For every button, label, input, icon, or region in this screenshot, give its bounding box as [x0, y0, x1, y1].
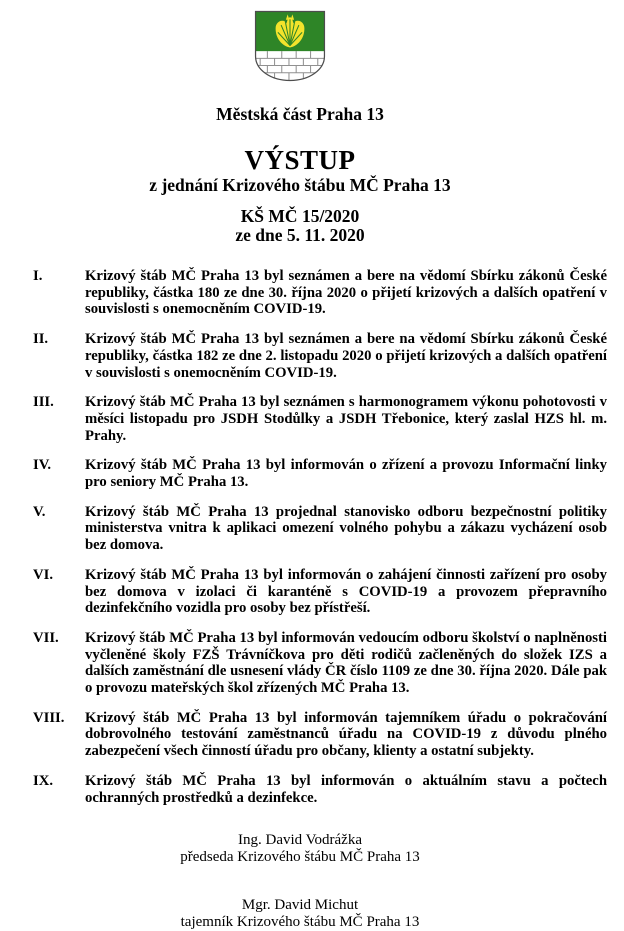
signatory-name: Mgr. David Michut [241, 897, 359, 914]
list-item [33, 331, 607, 381]
signatory-role: tajemník Krizového štábu MČ Praha 13 [180, 914, 420, 931]
item-text: Krizový štáb MČ Praha 13 byl informován o zahájení činnosti zařízení pro osoby bez domova v izolaci či karanténě s COVID-19 a provozem přepravního dezinfekčního vozidla pro osoby bez přístřeší. [85, 566, 607, 617]
item-numeral: VII. [33, 629, 59, 646]
item-numeral: V. [33, 503, 46, 520]
item-text: Krizový štáb MČ Praha 13 byl seznámen a bere na vědomí Sbírku zákonů České republiky, částka 180 ze dne 30. října 2020 o přijetí krizových a dalších opatření v souvislosti s onemocněním COVID-19. [85, 268, 607, 318]
item-text: Krizový štáb MČ Praha 13 byl informován tajemníkem úřadu o pokračování dobrovolného testování zaměstnanců úřadu na COVID-19 z důvodu plného zabezpečení všech činností úřadu pro občany, klienty a ostatní subjekty. [85, 709, 607, 760]
item-numeral: VIII. [33, 709, 65, 726]
item-numeral: VI. [33, 566, 53, 583]
signature-block [0, 897, 600, 931]
list-item [33, 630, 607, 697]
praha13-coat-of-arms-icon [254, 10, 326, 82]
item-text: Krizový štáb MČ Praha 13 byl informován o aktuálním stavu a počtech ochranných prostředků a dezinfekce. [85, 772, 607, 806]
document-header [0, 0, 600, 245]
item-numeral: IV. [33, 457, 52, 474]
municipality-name: Městská část Praha 13 [216, 104, 384, 124]
item-text: Krizový štáb MČ Praha 13 byl seznámen s harmonogramem výkonu pohotovosti v měsíci listopadu pro JSDH Stodůlky a JSDH Třebonice, který zaslal HZS hl. m. Prahy. [85, 394, 607, 444]
signature-section [0, 832, 600, 931]
signature-block [0, 832, 600, 866]
item-numeral: II. [33, 331, 49, 348]
signatory-name: Ing. David Vodrážka [238, 832, 362, 849]
meeting-number: KŠ MČ 15/2020 [240, 206, 360, 226]
list-item [33, 457, 607, 490]
list-item [33, 504, 607, 554]
list-item [33, 268, 607, 318]
list-item [33, 710, 607, 760]
item-text: Krizový štáb MČ Praha 13 byl informován o zřízení a provozu Informační linky pro seniory MČ Praha 13. [85, 457, 607, 491]
signatory-role: předseda Krizového štábu MČ Praha 13 [180, 849, 420, 866]
item-text: Krizový štáb MČ Praha 13 byl seznámen a bere na vědomí Sbírku zákonů České republiky, částka 182 ze dne 2. listopadu 2020 o přijetí krizových a dalších opatření v souvislosti s onemocněním COVID-19. [85, 331, 607, 381]
item-numeral: IX. [33, 772, 53, 789]
document-subtitle: z jednání Krizového štábu MČ Praha 13 [149, 175, 451, 195]
coat-of-arms [0, 0, 600, 82]
item-numeral: III. [33, 394, 54, 411]
list-item [33, 394, 607, 444]
resolution-list [33, 268, 607, 806]
item-text: Krizový štáb MČ Praha 13 projednal stanovisko odboru bezpečnostní politiky ministerstva vnitra k aplikaci omezení volného pohybu a zákazu vycházení osob bez domova. [85, 503, 607, 554]
item-numeral: I. [33, 268, 43, 284]
document-title: VÝSTUP [244, 145, 356, 175]
meeting-date: ze dne 5. 11. 2020 [235, 225, 365, 245]
list-item [33, 567, 607, 617]
item-text: Krizový štáb MČ Praha 13 byl informován vedoucím odboru školství o naplněnosti vyčleněné školy FZŠ Trávníčkova pro děti rodičů začleněných do složek IZS a dalších zaměstnání dle usnesení vlády ČR číslo 1109 ze dne 30. října 2020. Dále pak o provozu mateřských škol zřízených MČ Praha 13. [85, 629, 607, 697]
list-item [33, 773, 607, 806]
